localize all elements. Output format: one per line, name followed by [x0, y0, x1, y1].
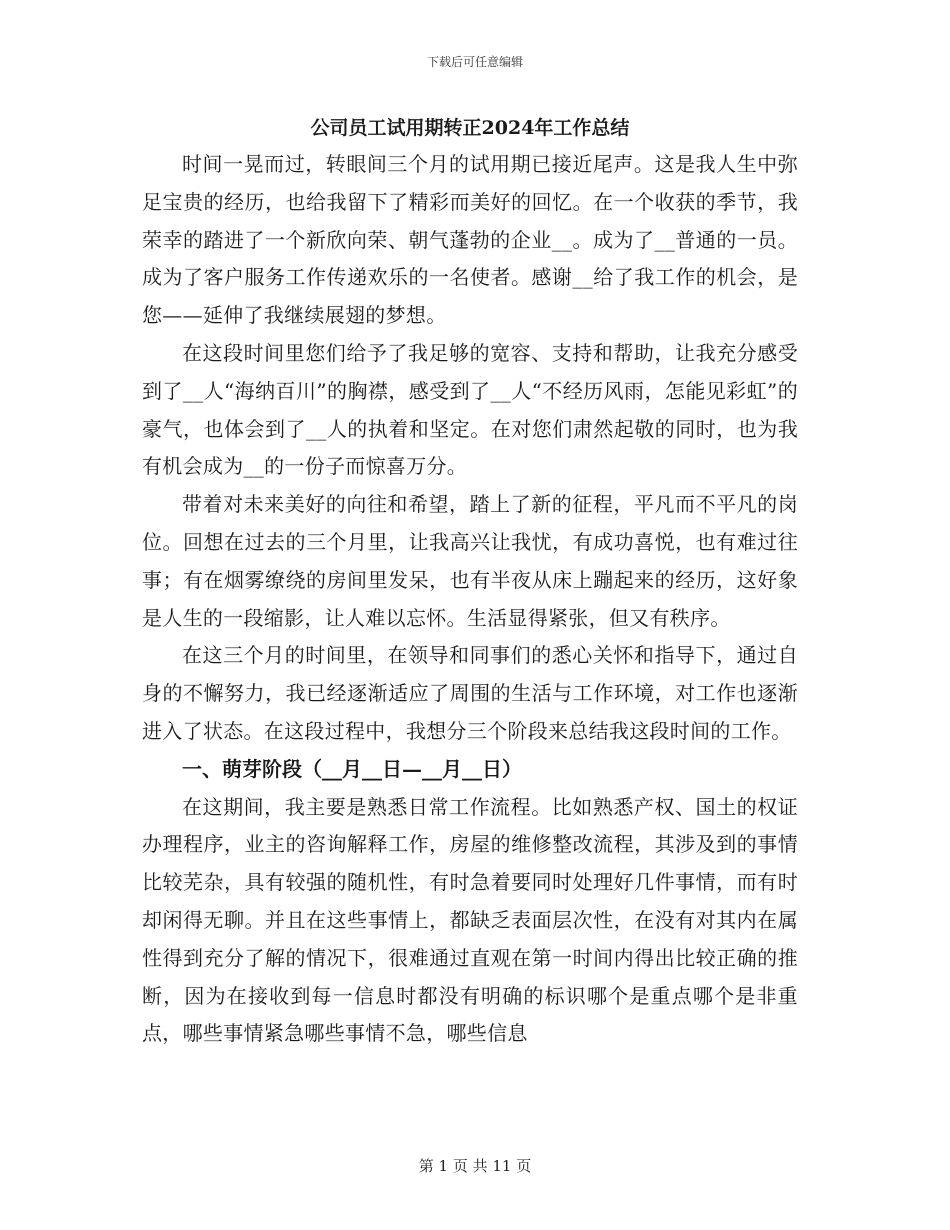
- paragraph-4: 在这三个月的时间里，在领导和同事们的悉心关怀和指导下，通过自身的不懈努力，我已经逐渐适应了周围的生活与工作环境，对工作也逐渐进入了状态。在这段过程中，我想分三个阶段来总结我这段时间的工作。: [142, 643, 798, 743]
- document-title: 公司员工试用期转正2024年工作总结: [310, 117, 630, 139]
- paragraph-1: 时间一晃而过，转眼间三个月的试用期已接近尾声。这是我人生中弥足宝贵的经历，也给我留下了精彩而美好的回忆。在一个收获的季节，我荣幸的踏进了一个新欣向荣、朝气蓬勃的企业__。成为了__普通的一员。成为了客户服务工作传递欢乐的一名使者。感谢__给了我工作的机会，是您——延伸了我继续展翅的梦想。: [142, 152, 798, 328]
- paragraph-3: 带着对未来美好的向往和希望，踏上了新的征程，平凡而不平凡的岗位。回想在过去的三个月里，让我高兴让我忧，有成功喜悦，也有难过往事；有在烟雾缭绕的房间里发呆，也有半夜从床上蹦起来的经历，这好象是人生的一段缩影，让人难以忘怀。生活显得紧张，但又有秩序。: [142, 492, 798, 630]
- header-note: 下载后可任意编辑: [426, 55, 523, 69]
- page-number: 第 1 页 共 11 页: [418, 1157, 532, 1175]
- paragraph-2: 在这段时间里您们给予了我足够的宽容、支持和帮助，让我充分感受到了__人“海纳百川”的胸襟，感受到了__人“不经历风雨，怎能见彩虹”的豪气，也体会到了__人的执着和坚定。在对您们肃然起敬的同时，也为我有机会成为__的一份子而惊喜万分。: [142, 340, 798, 479]
- section-1-paragraph: 在这期间，我主要是熟悉日常工作流程。比如熟悉产权、国土的权证办理程序，业主的咨询解释工作，房屋的维修整改流程，其涉及到的事情比较芜杂，具有较强的随机性，有时急着要同时处理好几件事情，而有时却闲得无聊。并且在这些事情上，都缺乏表面层次性，在没有对其内在属性得到充分了解的情况下，很难通过直观在第一时间内得出比较正确的推断，因为在接收到每一信息时都没有明确的标识哪个是重点哪个是非重点，哪些事情紧急哪些事情不急，哪些信息: [142, 794, 798, 1046]
- document-body: [142, 112, 798, 1053]
- section-heading-sprout-stage: 一、萌芽阶段（__月__日—__月__日）: [182, 756, 522, 781]
